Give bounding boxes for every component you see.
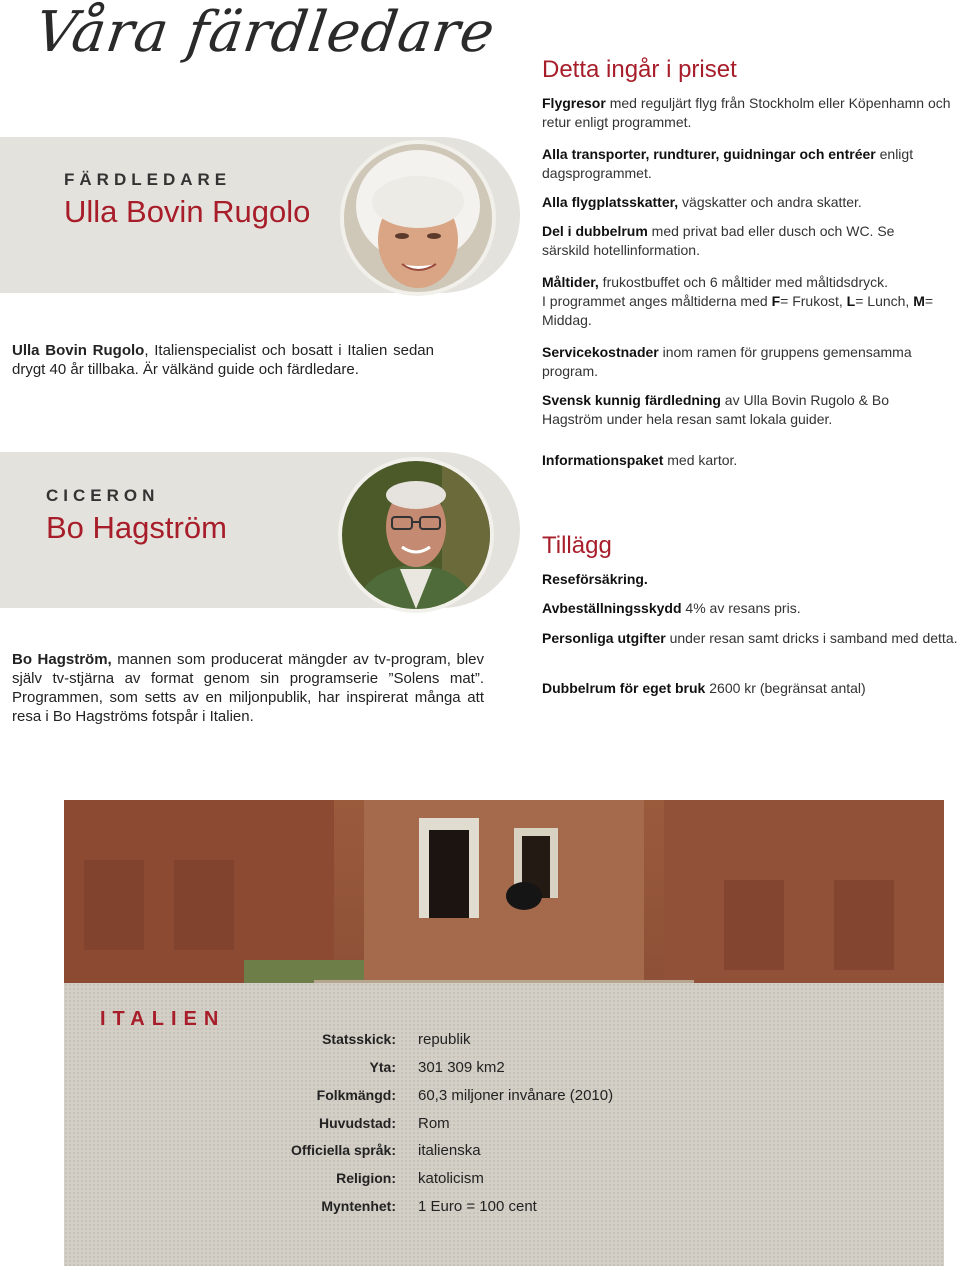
extras-item: [542, 570, 960, 589]
guide-bio-bo: [12, 650, 484, 726]
guide-photo-bo: [338, 457, 494, 613]
fact-label: Yta:: [369, 1059, 396, 1075]
fact-label: Officiella språk:: [290, 1142, 396, 1158]
fact-value: katolicism: [418, 1170, 484, 1187]
guide-name: Ulla Bovin Rugolo: [64, 194, 311, 229]
included-item-bold: Servicekostnader: [542, 344, 659, 360]
guide-bio-name: Bo Hagström,: [12, 651, 112, 668]
included-item-bold: Informationspaket: [542, 452, 664, 468]
guide-role: CICERON: [46, 486, 160, 505]
fact-label: Religion:: [336, 1170, 396, 1186]
fact-value: 1 Euro = 100 cent: [418, 1198, 537, 1215]
extras-item-bold: Personliga utgifter: [542, 630, 666, 646]
included-item: [542, 94, 960, 132]
meals-key: M: [913, 293, 925, 309]
guide-bio-text: , Italienspecialist och bosatt i Italien sedan drygt 40 år tillbaka. Är välkänd guide och färdledare.: [12, 342, 434, 378]
included-item-text: med kartor.: [663, 452, 738, 468]
meals-key: L: [846, 293, 856, 309]
included-item-bold: Flygresor: [542, 95, 606, 111]
portrait-ulla-image: [344, 144, 492, 292]
guide-bio-text: mannen som producerat mängder av tv-program, blev själv tv-stjärna av format genom sin programserie ”Solens mat”. Programmen, som setts av en miljonpublik, har inspirerat många att resa i Bo Hagströms fotspår i Italien.: [12, 651, 484, 725]
fact-label: Huvudstad:: [319, 1115, 396, 1131]
included-item-text: av Ulla Bovin Rugolo & Bo Hagström under hela resan samt lokala guider.: [542, 392, 890, 427]
fact-label: Folkmängd:: [316, 1087, 396, 1103]
included-item: [542, 145, 960, 183]
fact-label: Statsskick:: [322, 1031, 396, 1047]
included-item-bold: Måltider,: [542, 274, 599, 290]
included-item-bold: Alla transporter, rundturer, guidningar och entréer: [542, 146, 876, 162]
fact-value: 301 309 km2: [418, 1059, 505, 1076]
extras-item: [542, 599, 960, 618]
extras-item: [542, 629, 960, 648]
meals-key: F: [771, 293, 781, 309]
guide-bio-ulla: [12, 341, 434, 379]
fact-label: Myntenhet:: [321, 1198, 396, 1214]
included-item-bold: Del i dubbelrum: [542, 223, 648, 239]
meals-note-text: I programmet anges måltiderna med: [542, 293, 772, 309]
meals-val: = Lunch,: [855, 293, 914, 309]
extras-heading: Tillägg: [542, 532, 612, 559]
extras-item-text: 2600 kr (begränsat antal): [705, 680, 866, 696]
guide-photo-ulla: [340, 140, 496, 296]
included-heading: Detta ingår i priset: [542, 56, 737, 83]
included-item-bold: Svensk kunnig färdledning: [542, 392, 721, 408]
included-item: [542, 222, 922, 260]
fact-value: republik: [418, 1031, 471, 1048]
included-item: [542, 193, 960, 212]
portrait-bo-image: [342, 461, 490, 609]
included-item-text: vägskatter och andra skatter.: [678, 194, 862, 210]
country-heading: ITALIEN: [100, 1008, 226, 1030]
included-item: [542, 273, 960, 292]
included-item-text: frukostbuffet och 6 måltider med måltidsdryck.: [598, 274, 888, 290]
guide-bio-name: Ulla Bovin Rugolo: [12, 342, 145, 359]
extras-item-text: under resan samt dricks i samband med detta.: [665, 630, 958, 646]
extras-item: [542, 679, 960, 698]
included-item-text: enligt dagsprogrammet.: [542, 146, 914, 181]
guide-name: Bo Hagström: [46, 510, 227, 545]
meals-val: = Middag.: [542, 293, 934, 328]
included-item-bold: Alla flygplatsskatter,: [542, 194, 679, 210]
extras-item-bold: Avbeställningsskydd: [542, 600, 682, 616]
included-item: [542, 451, 960, 470]
fact-value: 60,3 miljoner invånare (2010): [418, 1087, 614, 1104]
fact-value: Rom: [418, 1115, 450, 1132]
extras-item-text: 4% av resans pris.: [681, 600, 801, 616]
fact-value: italienska: [418, 1142, 481, 1159]
extras-item-bold: Reseförsäkring.: [542, 571, 648, 587]
included-item-text: med reguljärt flyg från Stockholm eller Köpenhamn och retur enligt programmet.: [542, 95, 951, 130]
included-item: [542, 343, 952, 381]
included-item: [542, 391, 952, 429]
meals-val: = Frukost,: [780, 293, 847, 309]
meals-note: [542, 292, 960, 330]
guide-role: FÄRDLEDARE: [64, 170, 232, 189]
included-item-text: inom ramen för gruppens gemensamma program.: [542, 344, 912, 379]
included-item-text: med privat bad eller dusch och WC. Se särskild hotellinformation.: [542, 223, 895, 258]
extras-item-bold: Dubbelrum för eget bruk: [542, 680, 706, 696]
page-title: Våra färdledare: [31, 0, 500, 65]
